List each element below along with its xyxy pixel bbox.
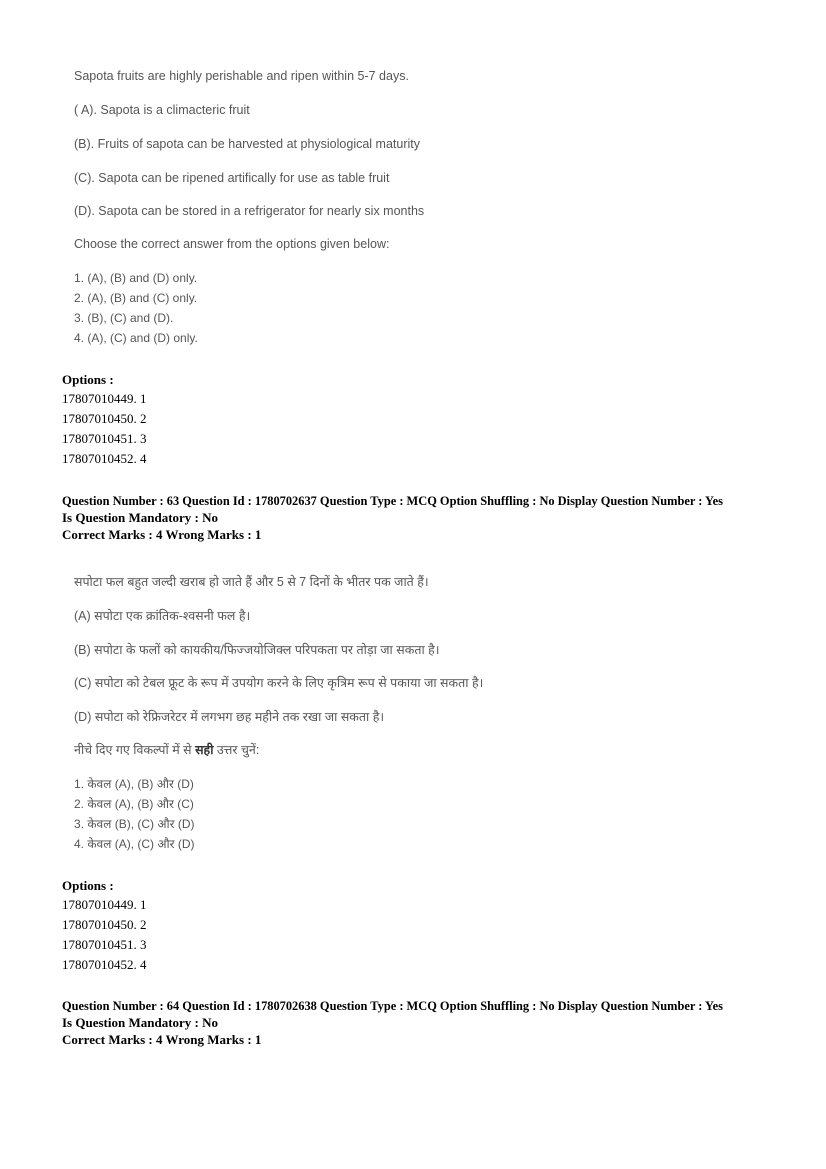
question-meta-line: Question Number : 63 Question Id : 1780702637 Question Type : MCQ Option Shuffling : No Display Question Number : Yes xyxy=(62,494,723,508)
instruction xyxy=(74,741,259,758)
statement-d: (D) सपोटा को रेफ्रिजरेटर में लगभग छह महीने तक रखा जा सकता है। xyxy=(74,710,385,724)
option-item: 17807010451. 3 xyxy=(62,431,147,446)
statement-d: (D). Sapota can be stored in a refrigerator for nearly six months xyxy=(74,204,425,218)
option-item: 17807010452. 4 xyxy=(62,957,147,972)
option-item: 17807010449. 1 xyxy=(62,897,147,912)
statement-b: (B). Fruits of sapota can be harvested at physiological maturity xyxy=(74,137,420,151)
statement-c: (C). Sapota can be ripened artifically for use as table fruit xyxy=(74,171,390,185)
question-marks: Correct Marks : 4 Wrong Marks : 1 xyxy=(62,1032,262,1047)
choice-2: 2. केवल (A), (B) और (C) xyxy=(74,797,194,811)
options-heading: Options : xyxy=(62,878,114,893)
question-meta-line: Question Number : 64 Question Id : 1780702638 Question Type : MCQ Option Shuffling : No Display Question Number : Yes xyxy=(62,999,723,1013)
question-stem: Sapota fruits are highly perishable and ripen within 5-7 days. xyxy=(74,69,409,83)
statement-a: ( A). Sapota is a climacteric fruit xyxy=(74,103,250,117)
option-item: 17807010450. 2 xyxy=(62,917,147,932)
option-item: 17807010450. 2 xyxy=(62,411,147,426)
option-item: 17807010451. 3 xyxy=(62,937,147,952)
choice-4: 4. केवल (A), (C) और (D) xyxy=(74,837,195,851)
choice-1: 1. (A), (B) and (D) only. xyxy=(74,271,198,285)
question-mandatory: Is Question Mandatory : No xyxy=(62,510,219,525)
instruction-text: उत्तर चुनें: xyxy=(213,743,260,757)
instruction-text: नीचे दिए गए विकल्पों में से xyxy=(74,743,196,757)
choice-4: 4. (A), (C) and (D) only. xyxy=(74,331,198,345)
question-stem: सपोटा फल बहुत जल्दी खराब हो जाते हैं और 5 से 7 दिनों के भीतर पक जाते हैं। xyxy=(74,575,429,589)
question-image-english xyxy=(62,0,762,360)
question-mandatory: Is Question Mandatory : No xyxy=(62,1015,219,1030)
choice-2: 2. (A), (B) and (C) only. xyxy=(74,291,198,305)
statement-b: (B) सपोटा के फलों को कायकीय/फिज्जयोजिक्ल परिपकता पर तोड़ा जा सकता है। xyxy=(74,643,440,657)
question-image-hindi xyxy=(62,560,762,860)
question-marks: Correct Marks : 4 Wrong Marks : 1 xyxy=(62,527,262,542)
instruction: Choose the correct answer from the options given below: xyxy=(74,237,390,251)
choice-1: 1. केवल (A), (B) और (D) xyxy=(74,777,194,791)
choice-3: 3. केवल (B), (C) और (D) xyxy=(74,817,195,831)
option-item: 17807010449. 1 xyxy=(62,391,147,406)
instruction-emphasis: सही xyxy=(195,743,214,757)
options-heading: Options : xyxy=(62,372,114,387)
option-item: 17807010452. 4 xyxy=(62,451,147,466)
choice-3: 3. (B), (C) and (D). xyxy=(74,311,174,325)
statement-a: (A) सपोटा एक क्रांतिक-श्वसनी फल है। xyxy=(74,609,251,623)
statement-c: (C) सपोटा को टेबल फ्रूट के रूप में उपयोग करने के लिए कृत्रिम रूप से पकाया जा सकता है। xyxy=(74,676,484,690)
